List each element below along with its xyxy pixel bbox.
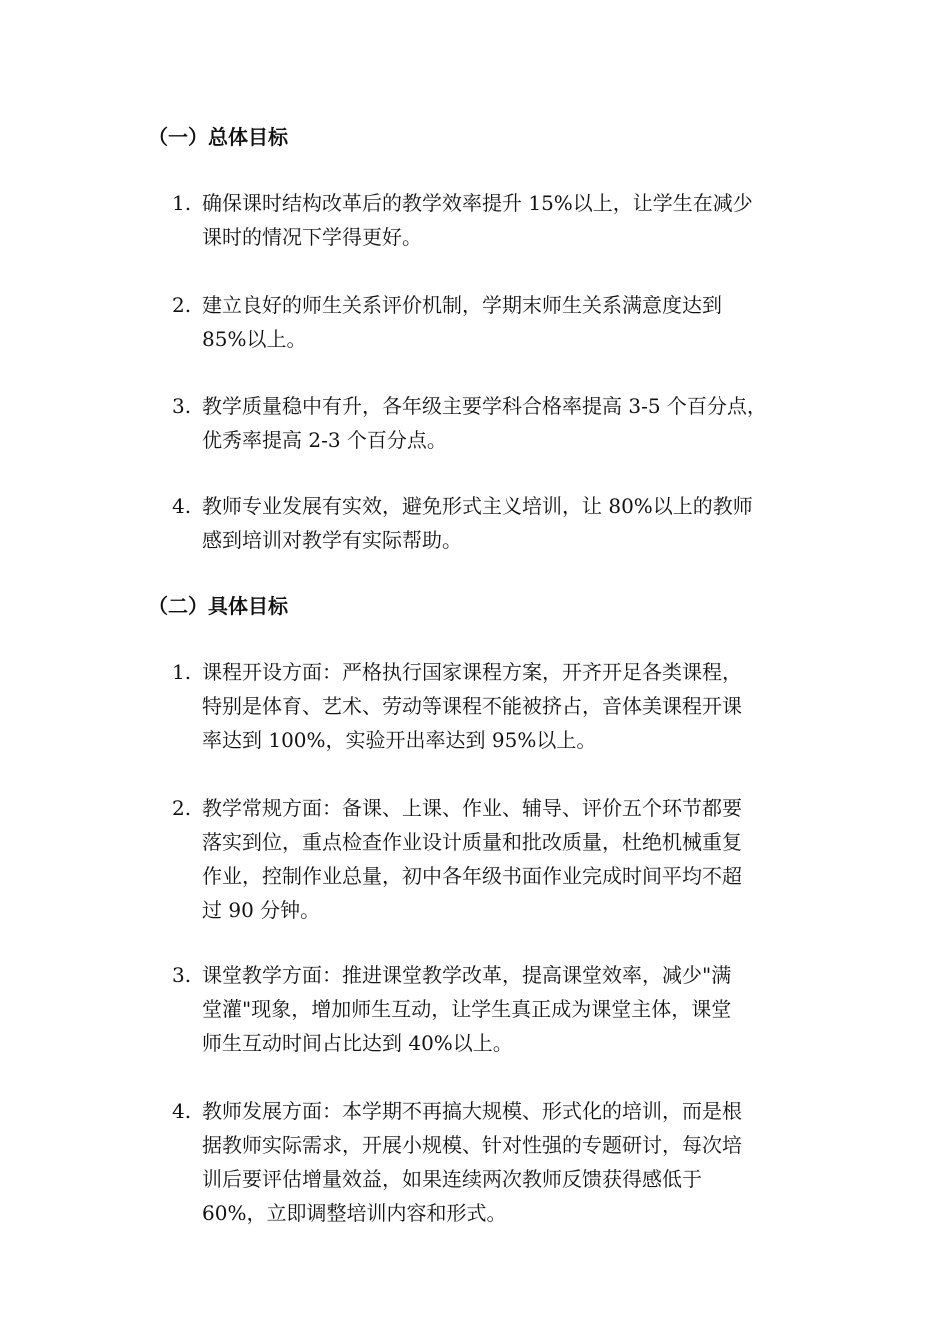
- text-line: 作业，控制作业总量，初中各年级书面作业完成时间平均不超: [202, 864, 742, 888]
- text-line: 落实到位，重点检查作业设计质量和批改质量，杜绝机械重复: [202, 830, 742, 854]
- text-line: 优秀率提高 2-3 个百分点。: [202, 428, 447, 452]
- list-item: [172, 655, 812, 757]
- list-item-number: 1.: [172, 660, 192, 684]
- section-heading-specific-goals: （二）具体目标: [148, 594, 288, 618]
- list-item: [172, 1094, 812, 1230]
- text-line: 率达到 100%，实验开出率达到 95%以上。: [202, 728, 597, 752]
- list-item: [172, 791, 812, 927]
- list-item-number: 2.: [172, 796, 192, 820]
- list-item-number: 4.: [172, 1099, 192, 1123]
- text-line: 训后要评估增量效益，如果连续两次教师反馈获得感低于: [202, 1167, 702, 1191]
- section-heading-overall-goals: （一）总体目标: [148, 125, 288, 149]
- text-line: 过 90 分钟。: [202, 898, 321, 922]
- list-item-text: [202, 1094, 812, 1230]
- list-item: [172, 389, 812, 457]
- text-line: 教学常规方面：备课、上课、作业、辅导、评价五个环节都要: [202, 796, 742, 820]
- text-line: 教学质量稳中有升，各年级主要学科合格率提高 3-5 个百分点，: [202, 394, 767, 418]
- list-item-number: 3.: [172, 394, 192, 418]
- text-line: 60%，立即调整培训内容和形式。: [202, 1201, 507, 1225]
- list-item: [172, 186, 812, 254]
- list-item-text: [202, 791, 812, 927]
- text-line: 课程开设方面：严格执行国家课程方案，开齐开足各类课程，: [202, 660, 742, 684]
- text-line: 教师专业发展有实效，避免形式主义培训，让 80%以上的教师: [202, 494, 753, 518]
- list-item-number: 2.: [172, 293, 192, 317]
- text-line: 特别是体育、艺术、劳动等课程不能被挤占，音体美课程开课: [202, 694, 742, 718]
- text-line: 课堂教学方面：推进课堂教学改革，提高课堂效率，减少"满: [202, 963, 732, 987]
- list-item: [172, 489, 812, 557]
- list-item-text: [202, 958, 812, 1060]
- text-line: 师生互动时间占比达到 40%以上。: [202, 1031, 513, 1055]
- list-item-number: 1.: [172, 191, 192, 215]
- text-line: 确保课时结构改革后的教学效率提升 15%以上，让学生在减少: [202, 191, 753, 215]
- list-item-text: [202, 389, 812, 457]
- text-line: 感到培训对教学有实际帮助。: [202, 528, 462, 552]
- list-item: [172, 958, 812, 1060]
- text-line: 建立良好的师生关系评价机制，学期末师生关系满意度达到: [202, 293, 722, 317]
- list-item-text: [202, 489, 812, 557]
- list-item-text: [202, 655, 812, 757]
- list-item: [172, 288, 812, 356]
- text-line: 堂灌"现象，增加师生互动，让学生真正成为课堂主体，课堂: [202, 997, 732, 1021]
- list-item-number: 4.: [172, 494, 192, 518]
- list-item-number: 3.: [172, 963, 192, 987]
- text-line: 85%以上。: [202, 327, 307, 351]
- text-line: 教师发展方面：本学期不再搞大规模、形式化的培训，而是根: [202, 1099, 742, 1123]
- list-item-text: [202, 186, 812, 254]
- text-line: 据教师实际需求，开展小规模、针对性强的专题研讨，每次培: [202, 1133, 742, 1157]
- list-item-text: [202, 288, 812, 356]
- text-line: 课时的情况下学得更好。: [202, 225, 422, 249]
